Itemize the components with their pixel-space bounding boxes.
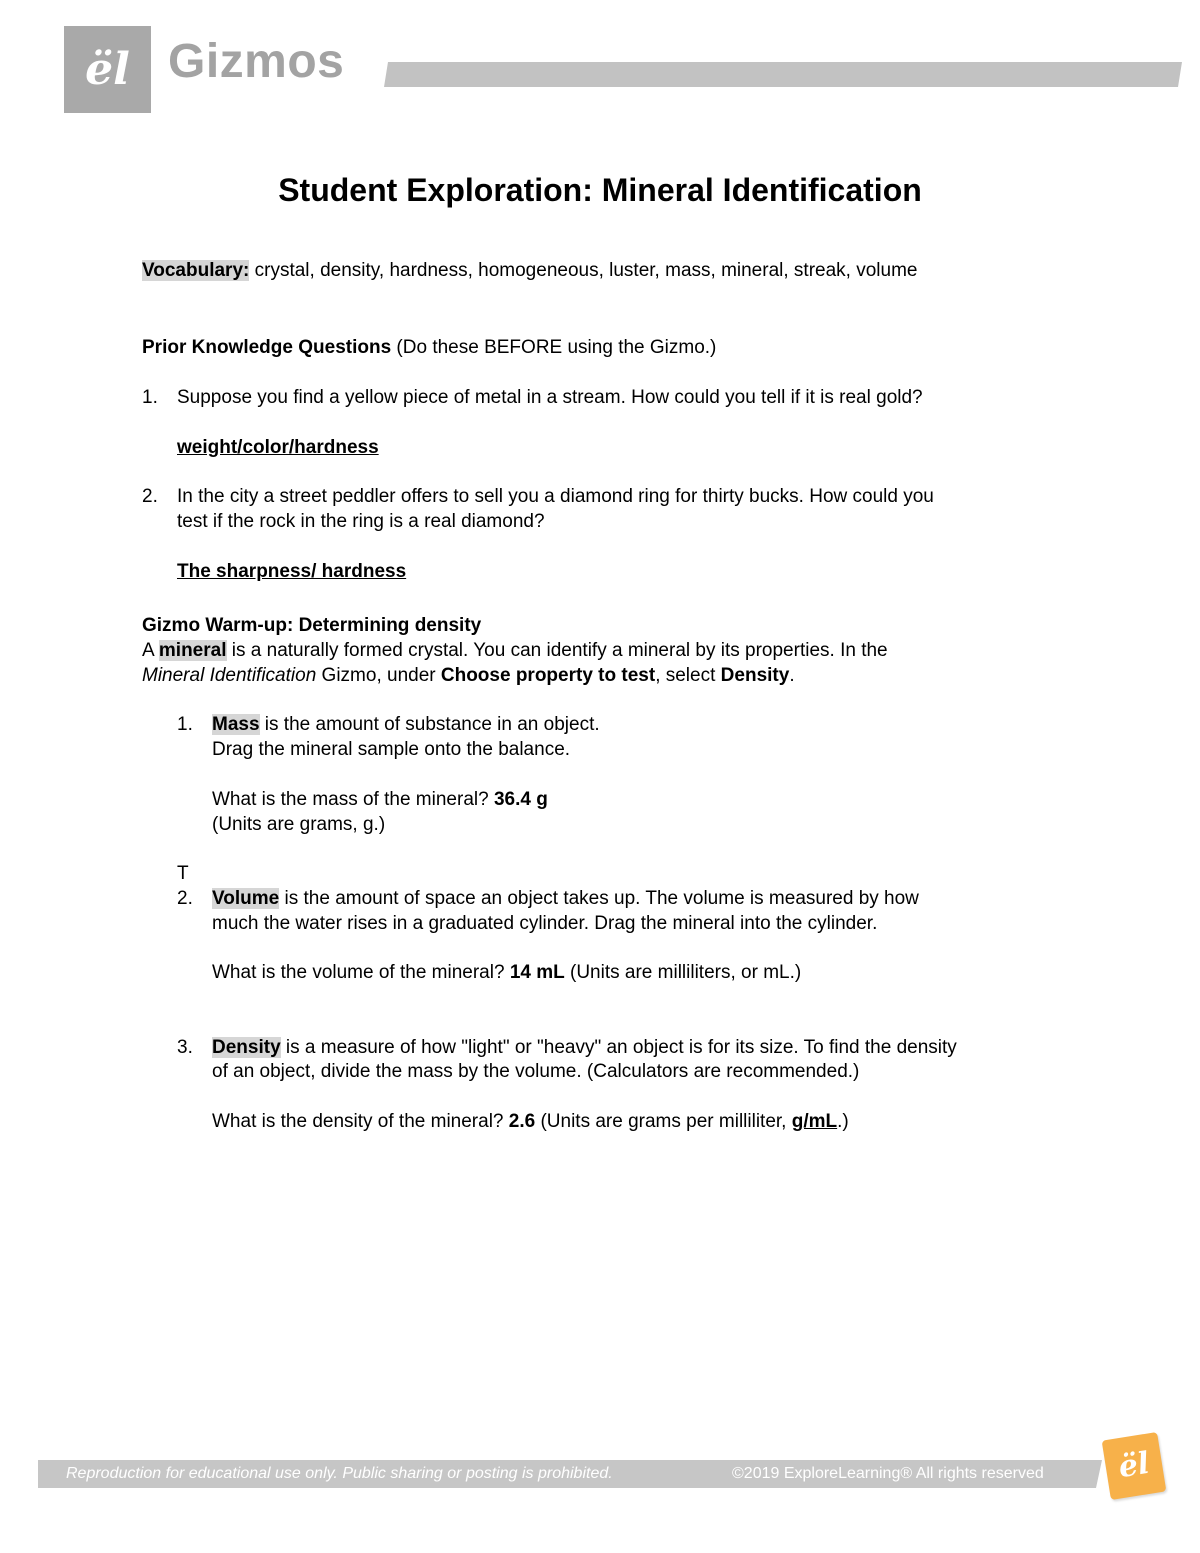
prior-q1-answer-text: weight/color/hardness [177,437,379,458]
term-density: Density [212,1037,281,1058]
badge-mark: ël [1116,1445,1152,1486]
warmup-intro-line1: A mineral is a naturally formed crystal. You can identify a mineral by its properties. In the [142,640,888,661]
warmup-q2-question: What is the volume of the mineral? 14 mL (Units are milliliters, or mL.) [212,962,802,983]
choose-property-label: Choose property to test [440,665,656,686]
stray-character: T [177,863,189,884]
warmup-q3-question: What is the density of the mineral? 2.6 (Units are grams per milliliter, g/mL.) [212,1111,849,1132]
prior-q2-number: 2. [142,486,158,507]
warmup-q1-number: 1. [177,714,193,735]
warmup-intro-line2: Mineral Identification Gizmo, under Choose property to test, select Density. [142,665,795,686]
warmup-q3-line2: of an object, divide the mass by the volume. (Calculators are recommended.) [212,1061,860,1082]
prior-heading-line [142,336,716,360]
warmup-q1-line1: Mass is the amount of substance in an object. [212,714,600,735]
term-mineral: mineral [158,640,227,661]
warmup-q3-number: 3. [177,1037,193,1058]
warmup-q1-question: What is the mass of the mineral? 36.4 g [212,789,548,810]
warmup-q2-line1: Volume is the amount of space an object takes up. The volume is measured by how [212,888,919,909]
logo [64,26,151,113]
prior-q2-answer-text: The sharpness/ hardness [177,561,407,582]
density-answer: 2.6 [508,1111,536,1132]
density-option: Density [720,665,790,686]
vocabulary-line [142,259,917,283]
warmup-q2-line2: much the water rises in a graduated cylinder. Drag the mineral into the cylinder. [212,913,878,934]
prior-heading: Prior Knowledge Questions [142,337,392,358]
prior-q2-answer [177,560,406,584]
gizmo-name: Mineral Identification [142,665,317,686]
page-title: Student Exploration: Mineral Identification [278,172,922,208]
term-mass: Mass [212,714,260,735]
footer-logo-badge [1102,1432,1167,1500]
density-units: g/mL [791,1111,838,1132]
footer-disclaimer: Reproduction for educational use only. Public sharing or posting is prohibited. [66,1465,613,1482]
warmup-heading: Gizmo Warm-up: Determining density [142,615,482,636]
prior-q2-line2: test if the rock in the ring is a real diamond? [177,511,545,532]
warmup-q1-units: (Units are grams, g.) [212,814,386,835]
warmup-q3-line1: Density is a measure of how "light" or "heavy" an object is for its size. To find the density [212,1037,957,1058]
term-volume: Volume [212,888,280,909]
prior-q1-answer [177,436,379,460]
prior-note: (Do these BEFORE using the Gizmo.) [391,337,717,358]
prior-q1-text: Suppose you find a yellow piece of metal in a stream. How could you tell if it is real gold? [177,387,923,408]
logo-mark: ël [85,43,130,95]
brand-name: Gizmos [168,35,345,88]
warmup-q2-number: 2. [177,888,193,909]
vocabulary-terms: crystal, density, hardness, homogeneous, luster, mass, mineral, streak, volume [249,260,918,281]
vocabulary-label: Vocabulary: [142,260,250,281]
header-bar [384,62,1182,87]
prior-q1-number: 1. [142,387,158,408]
warmup-q1-line2: Drag the mineral sample onto the balance. [212,739,571,760]
footer-copyright: ©2019 ExploreLearning® All rights reserved [732,1465,1044,1482]
volume-answer: 14 mL [509,962,565,983]
mass-answer: 36.4 g [493,789,548,810]
prior-q2-line1: In the city a street peddler offers to sell you a diamond ring for thirty bucks. How could you [177,486,934,507]
